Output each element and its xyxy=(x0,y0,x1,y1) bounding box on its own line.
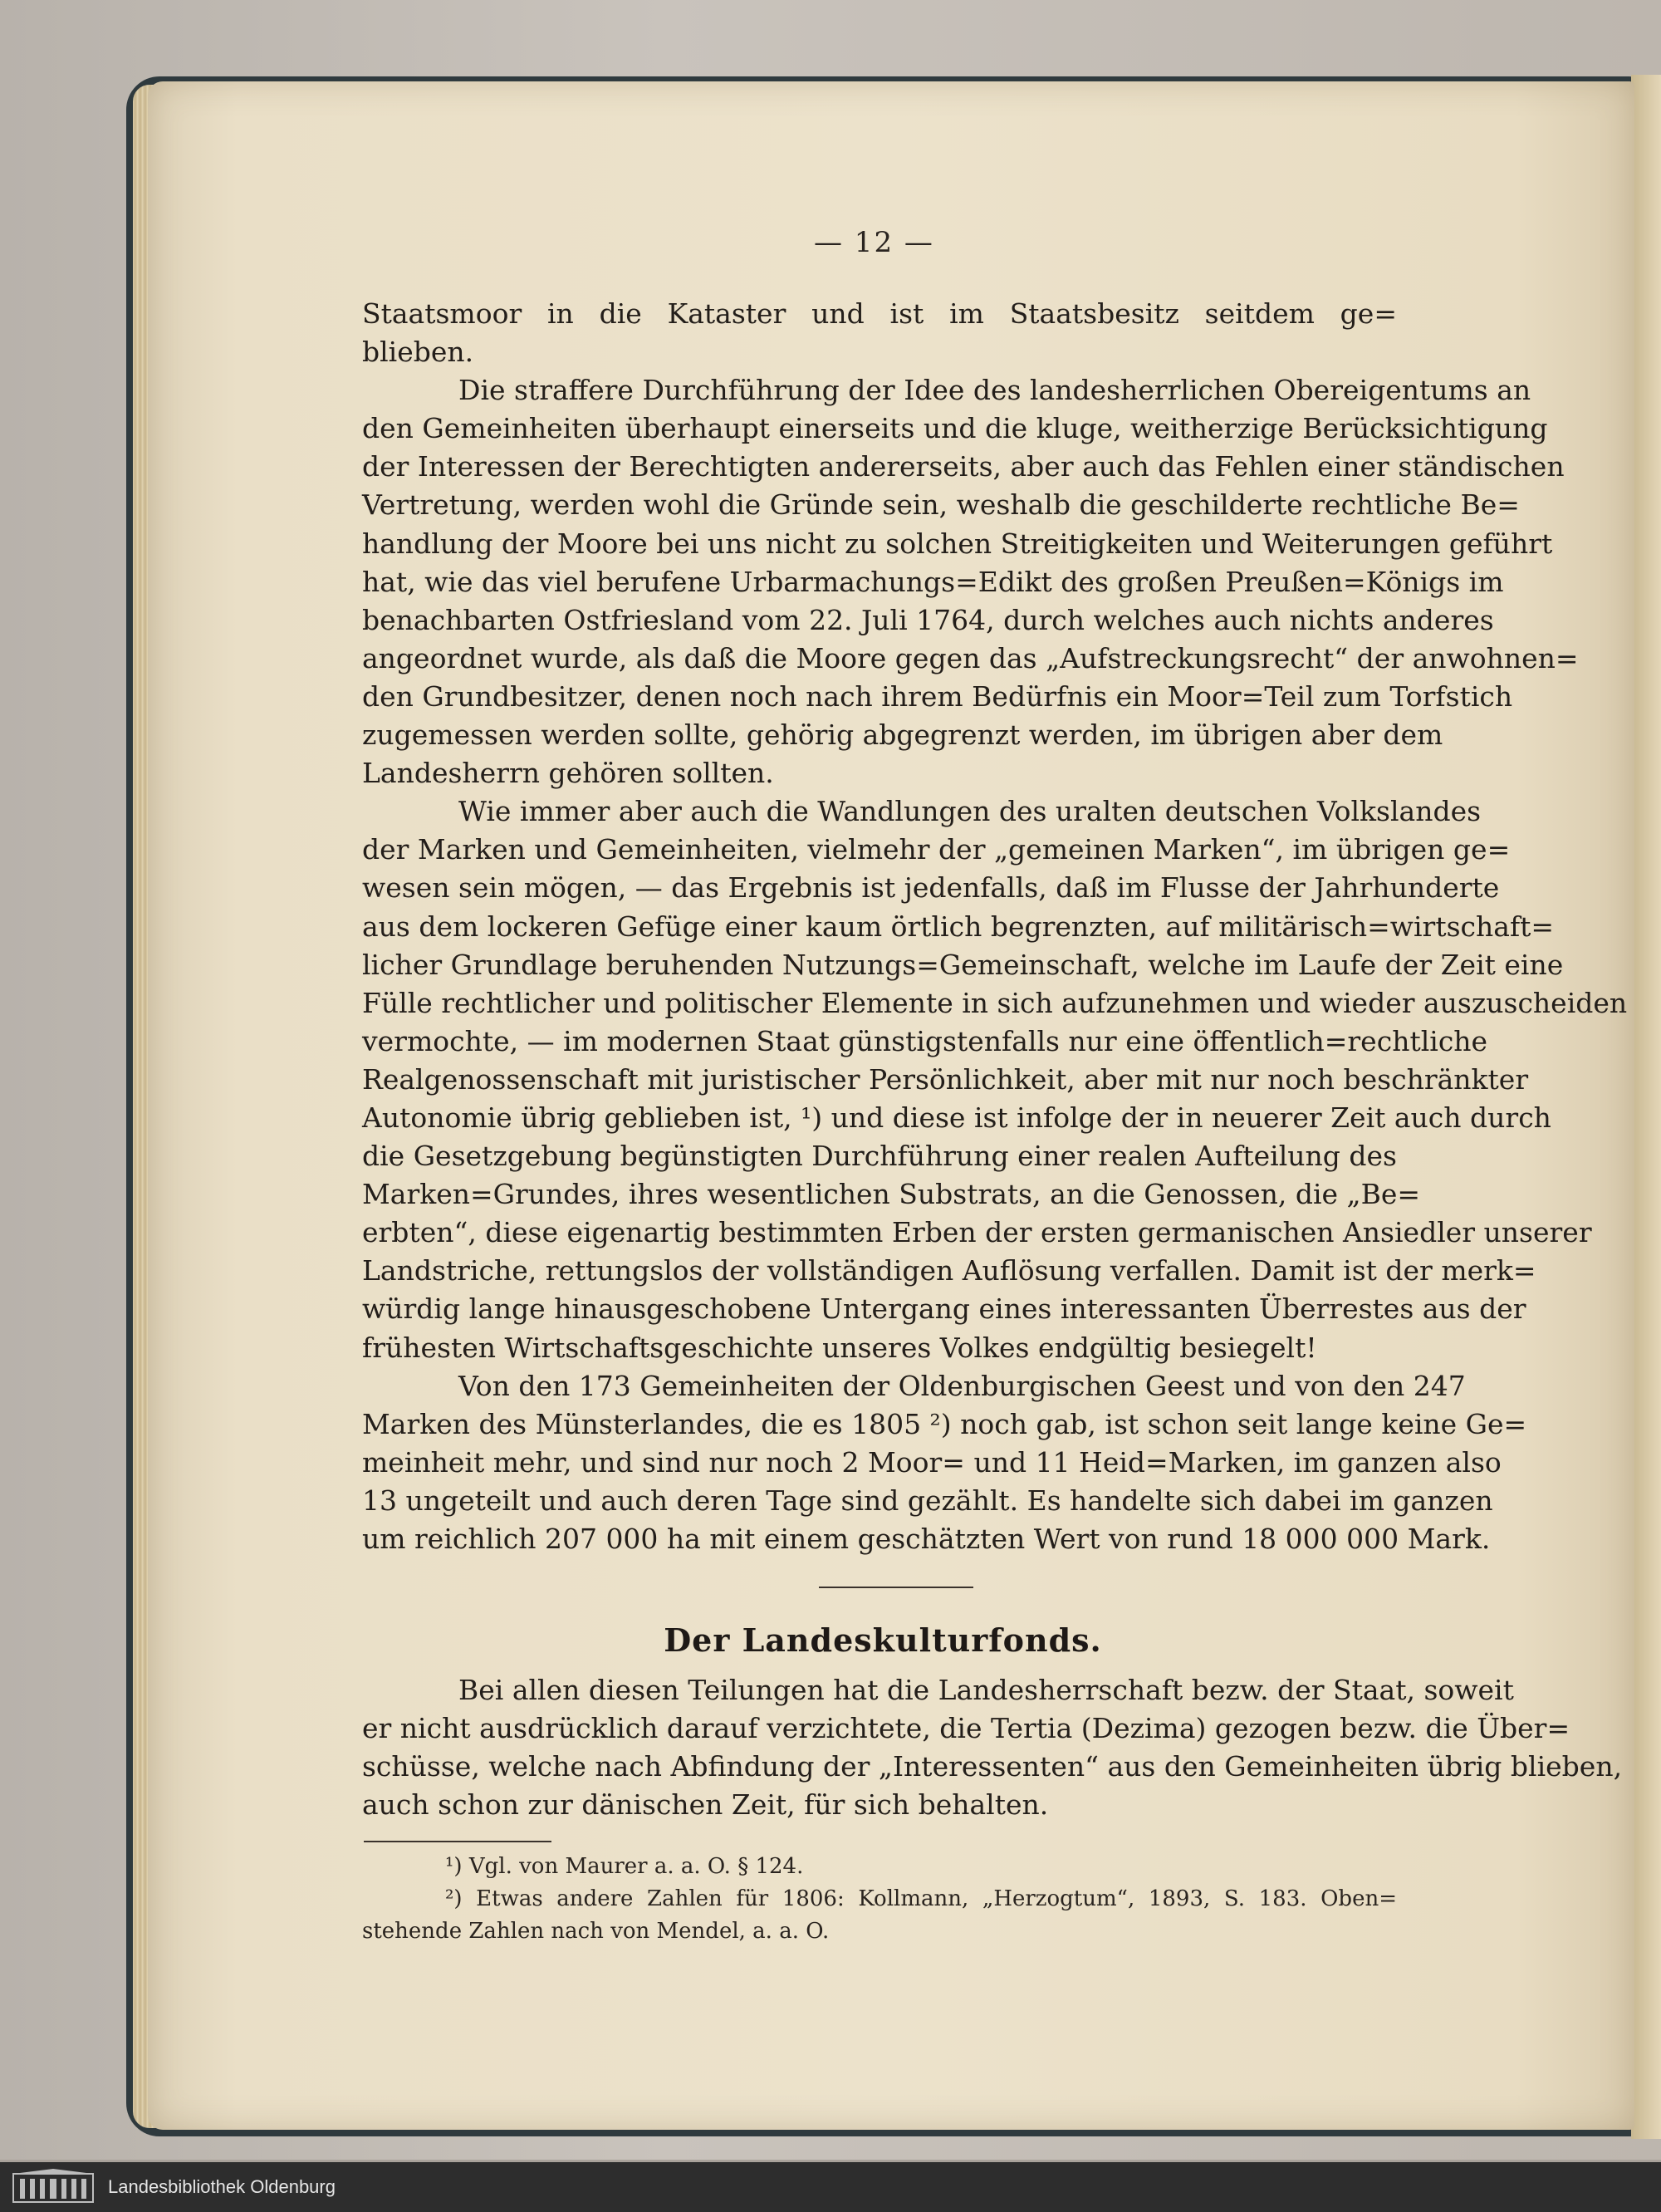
footnote-line: ²) Etwas andere Zahlen für 1806: Kollmann, „Herzogtum“, 1893, S. 183. Oben= xyxy=(445,1886,1397,1911)
body-text xyxy=(362,295,1628,1558)
text-line: schüsse, welche nach Abfindung der „Interessenten“ aus den Gemeinheiten übrig blieben, xyxy=(362,1750,1623,1783)
text-line: vermochte, — im modernen Staat günstigstenfalls nur eine öffentlich=rechtliche xyxy=(362,1024,1488,1057)
text-line: blieben. xyxy=(362,336,474,369)
text-line: Staatsmoor in die Kataster und ist im Staatsbesitz seitdem ge= xyxy=(362,297,1397,330)
text-line: frühesten Wirtschaftsgeschichte unseres Volkes endgültig besiegelt! xyxy=(362,1331,1317,1364)
footnote-line: ¹) Vgl. von Maurer a. a. O. § 124. xyxy=(445,1854,804,1879)
text-line: Wie immer aber auch die Wandlungen des uralten deutschen Volkslandes xyxy=(458,795,1482,828)
text-line: Bei allen diesen Teilungen hat die Landesherrschaft bezw. der Staat, soweit xyxy=(458,1674,1514,1706)
footnotes xyxy=(362,1851,1397,1948)
footnote-rule xyxy=(364,1841,551,1842)
text-line: benachbarten Ostfriesland vom 22. Juli 1764, durch welches auch nichts anderes xyxy=(362,603,1494,636)
text-line: Landesherrn gehören sollten. xyxy=(362,757,774,790)
text-line: er nicht ausdrücklich darauf verzichtete, die Tertia (Dezima) gezogen bezw. die Über= xyxy=(362,1712,1570,1745)
text-line: Autonomie übrig geblieben ist, ¹) und diese ist infolge der in neuerer Zeit auch durch xyxy=(362,1101,1551,1134)
text-line: handlung der Moore bei uns nicht zu solchen Streitigkeiten und Weiterungen geführt xyxy=(362,527,1553,560)
footnote-line: stehende Zahlen nach von Mendel, a. a. O. xyxy=(362,1919,830,1944)
text-line: Von den 173 Gemeinheiten der Oldenburgischen Geest und von den 247 xyxy=(458,1369,1466,1402)
text-line: auch schon zur dänischen Zeit, für sich behalten. xyxy=(362,1788,1049,1822)
text-line: aus dem lockeren Gefüge einer kaum örtlich begrenzten, auf militärisch=wirtschaft= xyxy=(362,910,1555,943)
next-page-edge xyxy=(1631,75,1661,2139)
section-text xyxy=(362,1671,1623,1824)
viewer-footer xyxy=(0,2162,1661,2212)
text-line: den Grundbesitzer, denen noch nach ihrem Bedürfnis ein Moor=Teil zum Torfstich xyxy=(362,679,1513,713)
text-line: Marken des Münsterlandes, die es 1805 ²) noch gab, ist schon seit lange keine Ge= xyxy=(362,1407,1527,1440)
text-line: Fülle rechtlicher und politischer Elemente in sich aufzunehmen und wieder auszuscheiden xyxy=(362,986,1628,1019)
text-line: den Gemeinheiten überhaupt einerseits und die kluge, weitherzige Berücksichtigung xyxy=(362,412,1548,445)
text-line: erbten“, diese eigenartig bestimmten Erben der ersten germanischen Ansiedler unserer xyxy=(362,1216,1592,1249)
text-line: zugemessen werden sollte, gehörig abgegrenzt werden, im übrigen aber dem xyxy=(362,719,1443,752)
text-line: würdig lange hinausgeschobene Untergang eines interessanten Überrestes aus der xyxy=(362,1292,1526,1326)
library-building-icon xyxy=(12,2169,95,2205)
text-line: der Interessen der Berechtigten andererseits, aber auch das Fehlen einer ständischen xyxy=(362,450,1565,483)
library-name: Landesbibliothek Oldenburg xyxy=(108,2176,336,2197)
text-line: Realgenossenschaft mit juristischer Persönlichkeit, aber mit nur noch beschränkter xyxy=(362,1062,1529,1096)
section-heading: Der Landeskulturfonds. xyxy=(664,1621,1102,1659)
text-line: meinheit mehr, und sind nur noch 2 Moor= und 11 Heid=Marken, im ganzen also xyxy=(362,1445,1502,1479)
text-line: die Gesetzgebung begünstigten Durchführung einer realen Aufteilung des xyxy=(362,1140,1397,1173)
text-line: licher Grundlage beruhenden Nutzungs=Gemeinschaft, welche im Laufe der Zeit eine xyxy=(362,948,1564,981)
text-line: Vertretung, werden wohl die Gründe sein, weshalb die geschilderte rechtliche Be= xyxy=(362,488,1520,522)
text-line: angeordnet wurde, als daß die Moore gegen das „Aufstreckungsrecht“ der anwohnen= xyxy=(362,641,1579,674)
text-line: der Marken und Gemeinheiten, vielmehr der „gemeinen Marken“, im übrigen ge= xyxy=(362,833,1511,866)
text-line: hat, wie das viel berufene Urbarmachungs=Edikt des großen Preußen=Königs im xyxy=(362,565,1504,598)
text-line: Die straffere Durchführung der Idee des landesherrlichen Obereigentums an xyxy=(458,374,1531,407)
text-line: Landstriche, rettungslos der vollständigen Auflösung verfallen. Damit ist der merk= xyxy=(362,1254,1536,1287)
text-line: 13 ungeteilt und auch deren Tage sind gezählt. Es handelte sich dabei im ganzen xyxy=(362,1484,1493,1517)
text-line: um reichlich 207 000 ha mit einem geschätzten Wert von rund 18 000 000 Mark. xyxy=(362,1523,1491,1555)
page-number: — 12 — xyxy=(814,226,934,259)
text-line: wesen sein mögen, — das Ergebnis ist jedenfalls, daß im Flusse der Jahrhunderte xyxy=(362,871,1500,905)
section-separator xyxy=(819,1587,973,1588)
text-line: Marken=Grundes, ihres wesentlichen Substrats, an die Genossen, die „Be= xyxy=(362,1178,1421,1211)
